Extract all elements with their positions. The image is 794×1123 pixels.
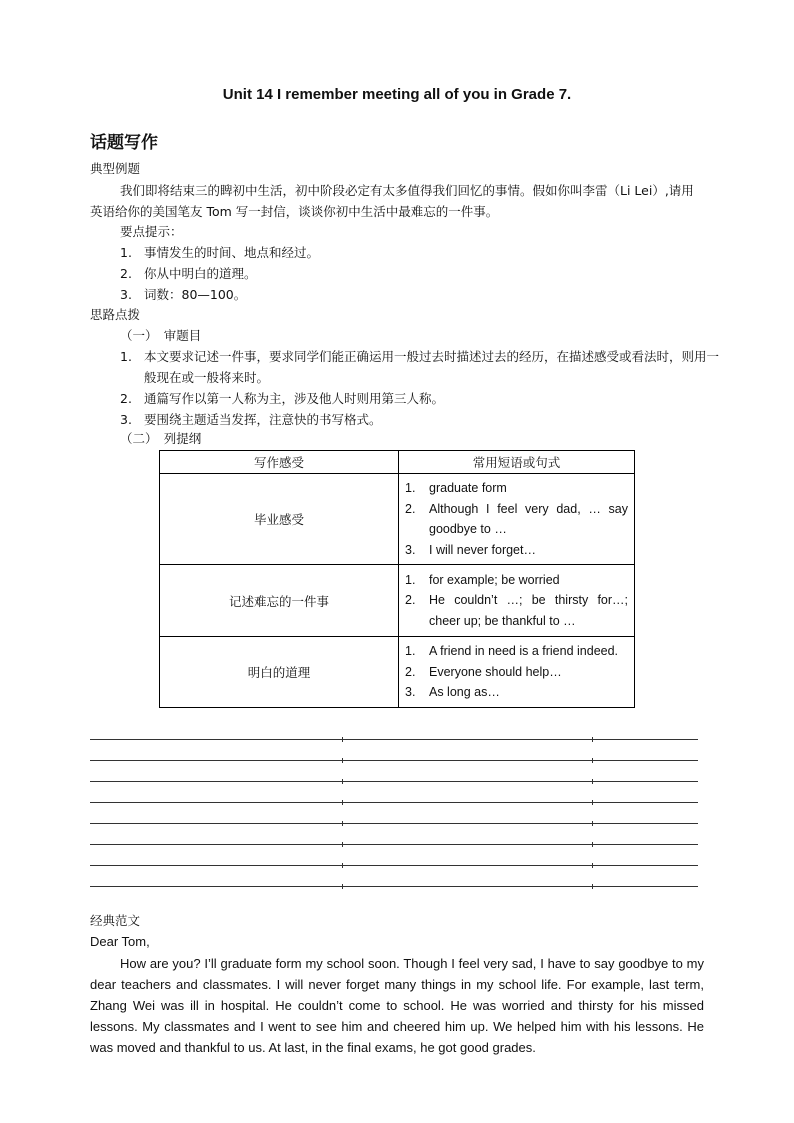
topic-cell: 记述难忘的一件事 (160, 565, 399, 637)
outline-table (159, 450, 635, 708)
phrase-item: 1. A friend in need is a friend indeed. (405, 644, 619, 658)
prompt-text: 我们即将结束三的睥初中生活，初中阶段必定有太多值得我们回忆的事情。假如你叫李雷（Li Lei）,请用英语给你的美国笔友 Tom 写一封信，谈谈你初中生活中最难忘的一件事。 (90, 183, 694, 219)
writing-line (90, 760, 698, 761)
writing-line (90, 823, 698, 824)
step1-item: 1. 本文要求记述一件事，要求同学们能正确运用一般过去时描述过去的经历，在描述感受或看法时，则用一般现在或一般将来时。 (120, 349, 720, 385)
table-row (160, 474, 635, 565)
phrase-item: 1. graduate form (405, 481, 507, 495)
phrases-cell (399, 637, 635, 708)
approach-label: 思路点拨 (90, 307, 141, 322)
phrase-item: 2. Although I feel very dad, … say goodbye to … (405, 501, 628, 536)
example-label: 典型例题 (90, 161, 141, 176)
phrase-item: 1. for example; be worried (405, 572, 560, 587)
phrase-item: 3. I will never forget… (405, 542, 536, 557)
writing-line (90, 739, 698, 740)
phrase-item: 3. As long as… (405, 685, 500, 699)
writing-line (90, 781, 698, 782)
topic-cell: 毕业感受 (160, 474, 399, 565)
page-title: Unit 14 I remember meeting all of you in Grade 7. (222, 86, 572, 103)
writing-line (90, 844, 698, 845)
section-heading: 话题写作 (90, 133, 158, 153)
model-essay-body: How are you? I’ll graduate form my school soon. Though I feel very sad, I have to say goodbye to my dear teachers and classmates. I will never forget many things in my school life. For example, last term, Zhang Wei was ill in hospital. He couldn’t come to school. He was worried and thirsty for his missed lessons. My classmates and I went to see him and cheered him up. We helped him with his lessons. He was moved and thankful to us. At last, in the final exams, he got good grades. (90, 956, 704, 1055)
topic-cell: 明白的道理 (160, 637, 399, 708)
key-points-label: 要点提示： (120, 224, 183, 239)
table-row (160, 565, 635, 637)
writing-line (90, 886, 698, 887)
table-row (160, 637, 635, 708)
step1-label: （一） 审题目 (120, 328, 202, 343)
phrases-cell (399, 474, 635, 565)
phrases-cell (399, 565, 635, 637)
key-point: 2. 你从中明白的道理。 (120, 266, 257, 281)
model-essay-label: 经典范文 (90, 913, 141, 928)
salutation: Dear Tom, (90, 934, 150, 949)
phrase-item: 2. Everyone should help… (405, 664, 562, 679)
step2-label: （二） 列提纲 (120, 431, 202, 446)
table-header-row (160, 451, 635, 474)
table-header: 常用短语或句式 (399, 451, 635, 474)
writing-line (90, 802, 698, 803)
writing-line (90, 865, 698, 866)
key-point: 1. 事情发生的时间、地点和经过。 (120, 245, 320, 260)
key-point: 3. 词数：80—100。 (120, 287, 247, 302)
step1-item: 3. 要围绕主题适当发挥，注意快的书写格式。 (120, 412, 382, 427)
table-header: 写作感受 (160, 451, 399, 474)
step1-item: 2. 通篇写作以第一人称为主，涉及他人时则用第三人称。 (120, 391, 445, 406)
phrase-item: 2. He couldn’t …; be thirsty for…; cheer up; be thankful to … (405, 593, 628, 628)
